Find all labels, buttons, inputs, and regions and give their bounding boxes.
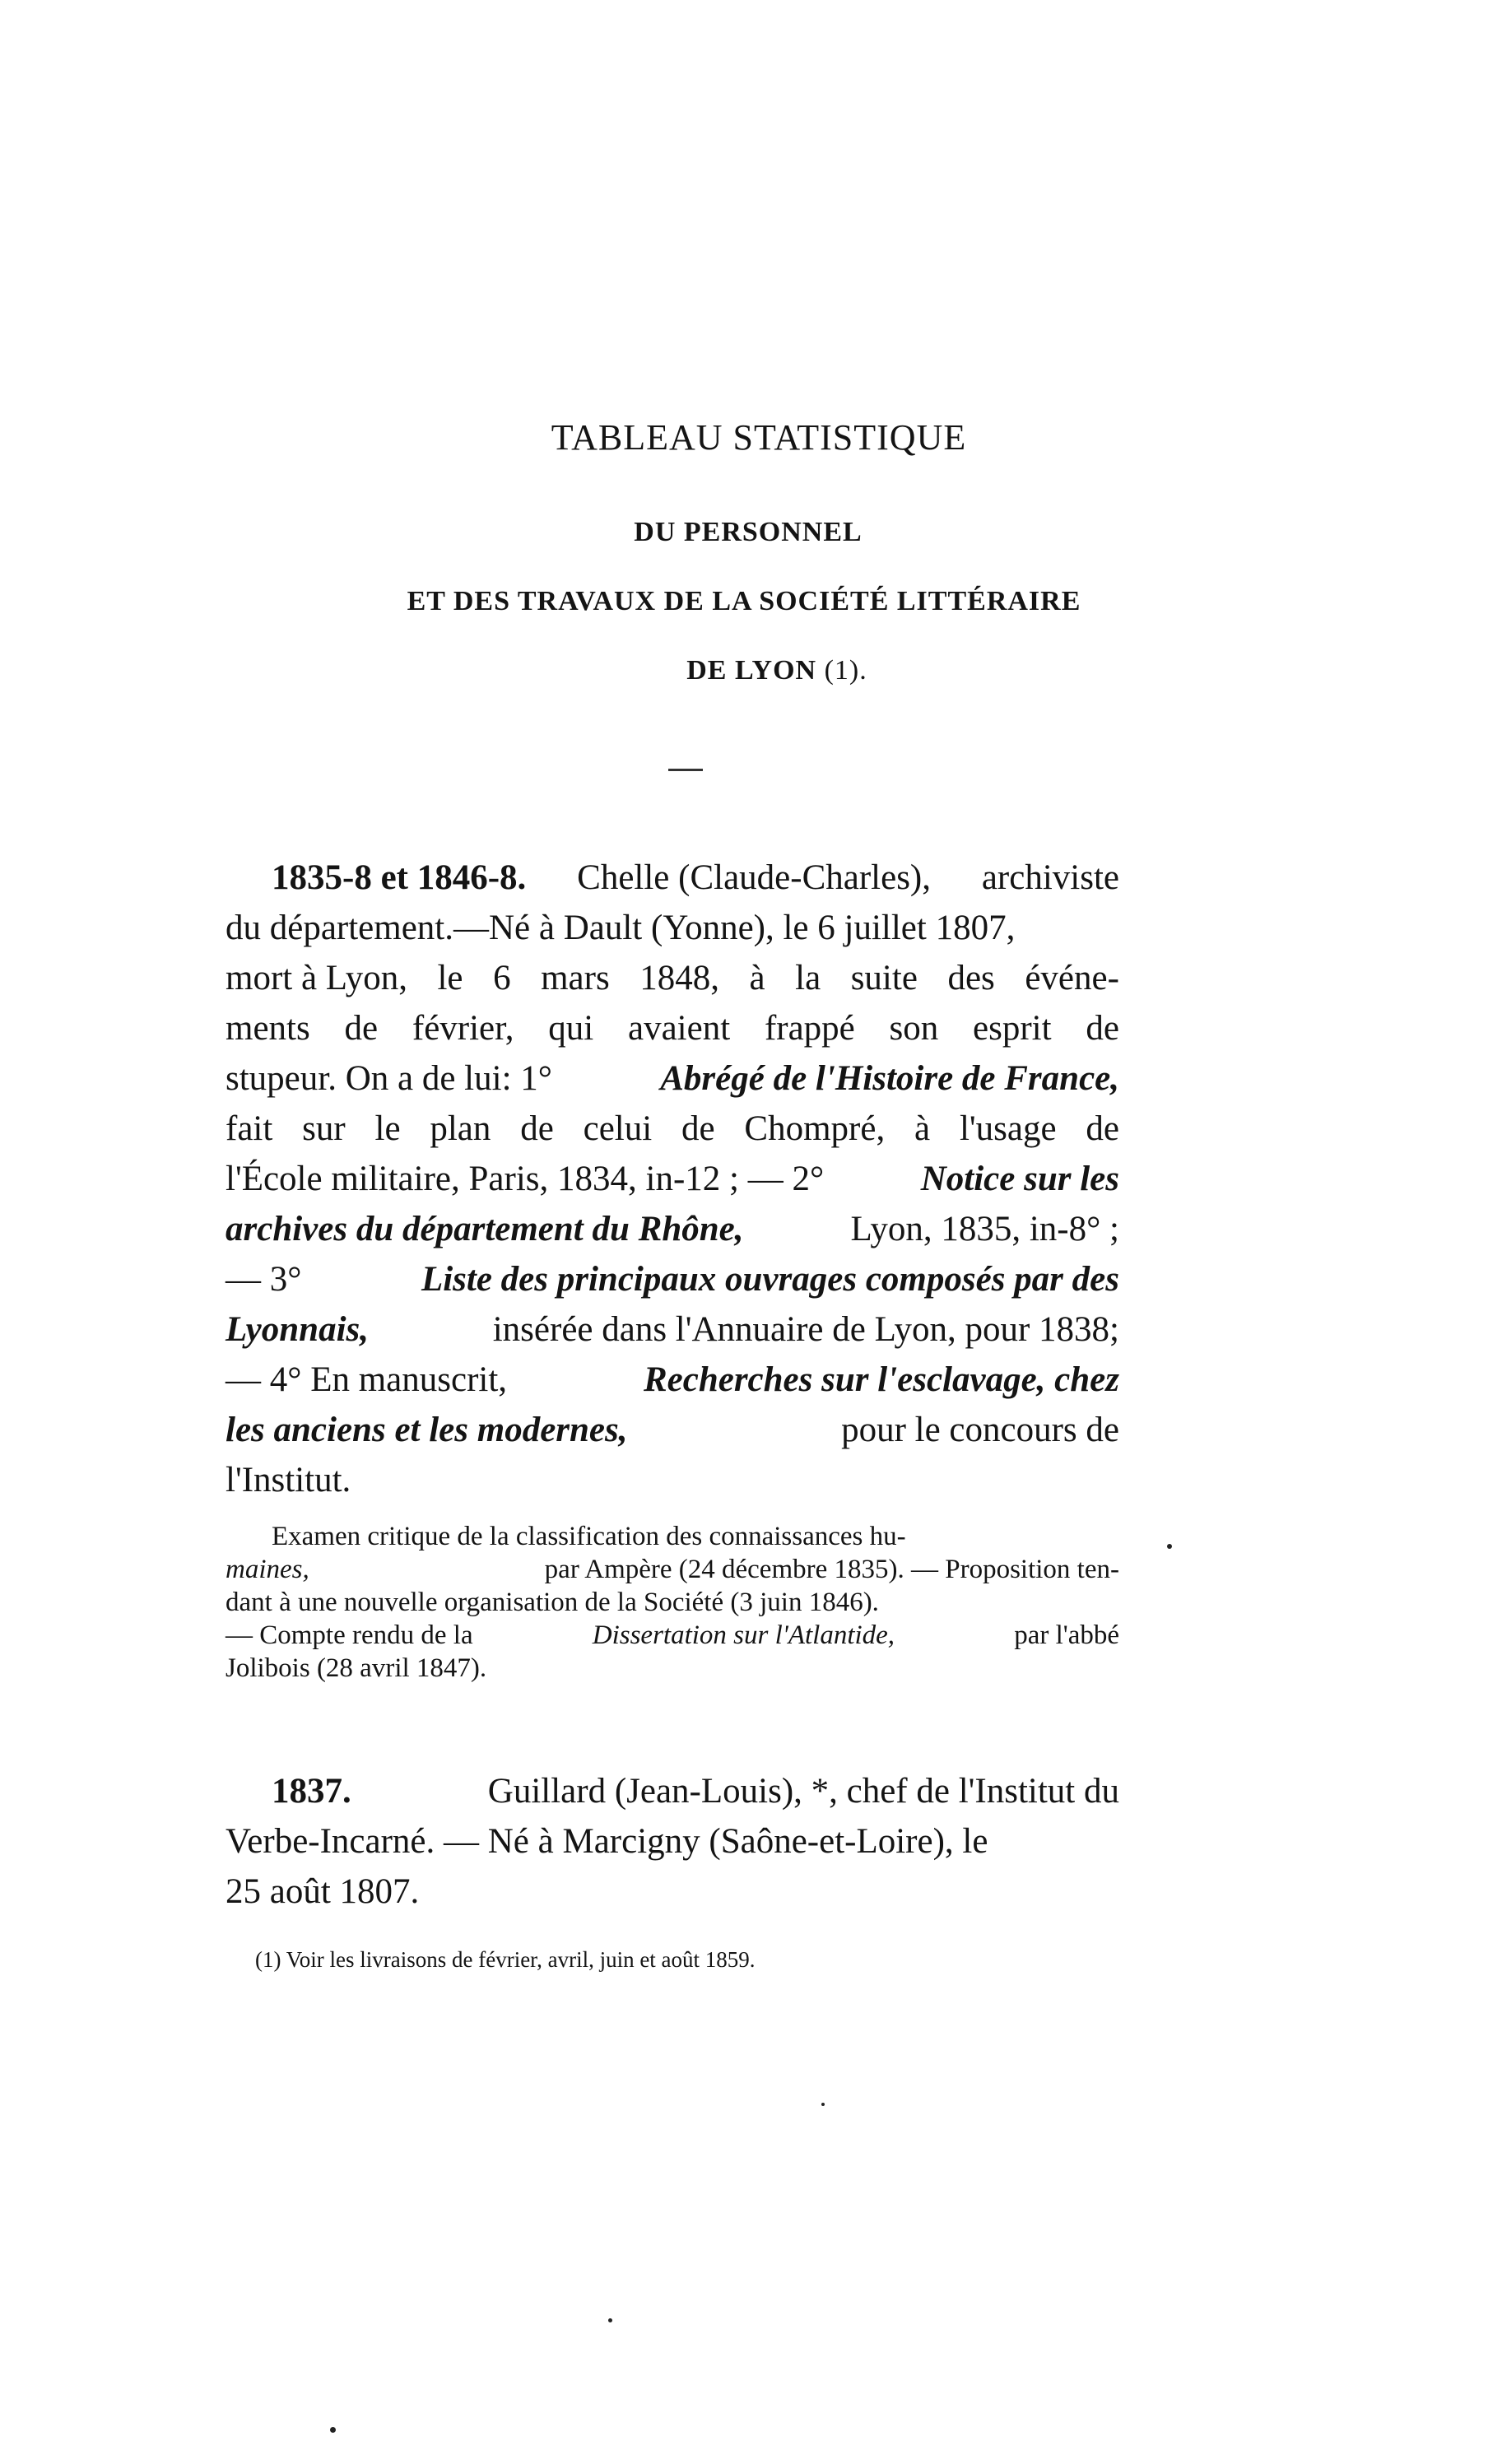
entry-line (226, 1405, 1119, 1455)
work-title: Abrégé de l'Histoire de France, (660, 1059, 1119, 1098)
word: frappé (764, 1009, 855, 1048)
speck (821, 2103, 825, 2106)
entry-line (226, 1154, 1119, 1204)
word: de (1086, 1109, 1119, 1148)
word: événe- (1025, 959, 1119, 997)
works-title: Dissertation sur l'Atlantide, (592, 1620, 895, 1650)
entry-text: 25 août 1807. (226, 1872, 420, 1911)
word: de (344, 1009, 379, 1048)
entry-text: Verbe-Incarné. — Né à Marcigny (Saône-et-Loire), le (226, 1822, 988, 1861)
entry-text: insérée dans l'Annuaire de Lyon, pour 1838; (492, 1310, 1119, 1349)
work-title: Liste des principaux ouvrages composés par des (421, 1260, 1119, 1299)
works-line (226, 1652, 1119, 1685)
works-text: par l'abbé (1014, 1620, 1119, 1650)
word: de (520, 1109, 554, 1148)
footnote-ref: (1). (824, 655, 867, 686)
entry-role: archiviste (981, 858, 1119, 897)
entry-line (226, 1254, 1119, 1304)
entry-line (226, 1766, 1119, 1816)
subtitle-line-2: ET DES TRAVAUX DE LA SOCIÉTÉ LITTÉRAIRE (407, 586, 1081, 616)
works-text: par Ampère (24 décembre 1835). — Proposition ten- (544, 1555, 1119, 1584)
entry-text: — 3° (226, 1260, 302, 1299)
entry-dates: 1835-8 et 1846-8. (272, 858, 527, 897)
word: mort à Lyon, (226, 959, 407, 997)
word: à (749, 959, 765, 997)
entry-line (226, 1204, 1119, 1254)
word: suite (850, 959, 918, 997)
speck (1167, 1544, 1172, 1549)
entry-line (226, 1867, 1119, 1917)
entry-text: l'École militaire, Paris, 1834, in-12 ; — 2° (226, 1160, 825, 1198)
footnote: (1) Voir les livraisons de février, avril, juin et août 1859. (255, 1947, 756, 1972)
entry-line (226, 853, 1119, 903)
entry-chelle-works (226, 1520, 1119, 1685)
subtitle-line-3 (0, 655, 1488, 686)
works-text: — Compte rendu de la (226, 1620, 473, 1650)
word: fait (226, 1109, 273, 1148)
entry-text: pour le concours de (841, 1411, 1119, 1449)
entry-line (226, 1304, 1119, 1355)
works-text: Jolibois (28 avril 1847). (226, 1653, 487, 1683)
entry-line (226, 1455, 1119, 1505)
word: plan (430, 1109, 491, 1148)
entry-dates: 1837. (272, 1772, 351, 1811)
entry-line (226, 1003, 1119, 1053)
works-line (226, 1619, 1119, 1652)
works-line (226, 1586, 1119, 1619)
entry-line (226, 1816, 1119, 1867)
word: esprit (973, 1009, 1052, 1048)
work-title: Notice sur les (920, 1160, 1119, 1198)
speck (330, 2427, 336, 2433)
works-line (226, 1520, 1119, 1553)
entry-text: — 4° En manuscrit, (226, 1360, 508, 1399)
word: 1848, (639, 959, 719, 997)
word: le (437, 959, 463, 997)
word: celui (583, 1109, 653, 1148)
entry-line (226, 903, 1119, 953)
word: ments (226, 1009, 310, 1048)
work-title: archives du département du Rhône, (226, 1210, 744, 1248)
word: sur (302, 1109, 346, 1148)
page-title: TABLEAU STATISTIQUE (551, 417, 967, 458)
word: son (889, 1009, 939, 1048)
entry-line (226, 1104, 1119, 1154)
word: l'usage (959, 1109, 1057, 1148)
word: le (374, 1109, 401, 1148)
works-line (226, 1553, 1119, 1586)
speck (608, 2318, 612, 2322)
separator-rule (668, 769, 703, 771)
word: la (795, 959, 821, 997)
word: des (947, 959, 995, 997)
work-title: les anciens et les modernes, (226, 1411, 628, 1449)
word: Chompré, (744, 1109, 886, 1148)
subtitle-line-1: DU PERSONNEL (634, 517, 863, 547)
entry-text: Guillard (Jean-Louis), *, chef de l'Institut du (487, 1772, 1119, 1811)
word: mars (541, 959, 610, 997)
entry-text: du département.—Né à Dault (Yonne), le 6 juillet 1807, (226, 909, 1016, 947)
entry-chelle (226, 853, 1119, 1505)
subtitle-text: DE LYON (686, 655, 817, 686)
word: avaient (628, 1009, 731, 1048)
entry-line (226, 1053, 1119, 1104)
word: de (1086, 1009, 1119, 1048)
works-text: Examen critique de la classification des connaissances hu- (272, 1522, 906, 1551)
entry-text: stupeur. On a de lui: 1° (226, 1059, 552, 1098)
entry-line (226, 1355, 1119, 1405)
entry-text: Lyon, 1835, in-8° ; (850, 1210, 1119, 1248)
works-text: dant à une nouvelle organisation de la Société (3 juin 1846). (226, 1588, 879, 1617)
entry-name: Chelle (Claude-Charles), (577, 858, 931, 897)
works-title: maines, (226, 1555, 309, 1584)
entry-line (226, 953, 1119, 1003)
word: 6 (493, 959, 511, 997)
word: à (914, 1109, 931, 1148)
word: de (681, 1109, 715, 1148)
work-title: Lyonnais, (226, 1310, 370, 1349)
work-title: Recherches sur l'esclavage, chez (643, 1360, 1119, 1399)
entry-text: l'Institut. (226, 1461, 351, 1499)
word: février, (412, 1009, 514, 1048)
entry-guillard (226, 1766, 1119, 1917)
word: qui (548, 1009, 594, 1048)
